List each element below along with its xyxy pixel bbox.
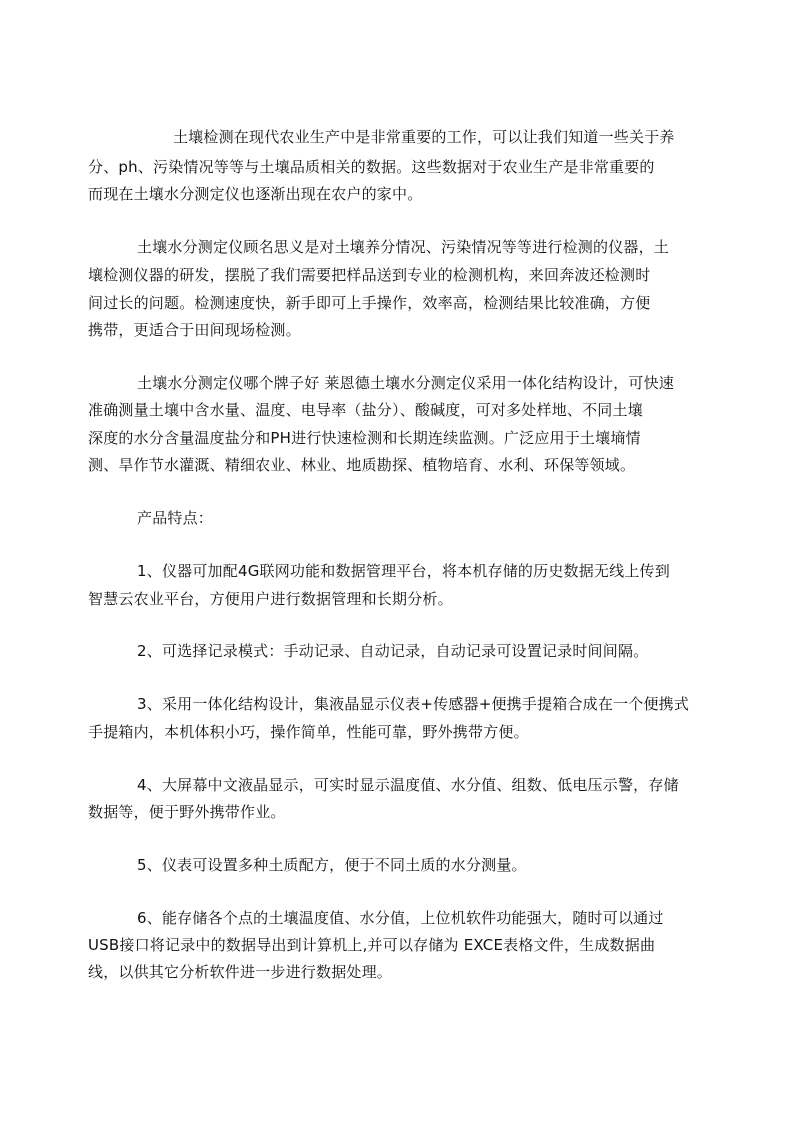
- paragraph-2-line-1: 土壤水分测定仪顾名思义是对土壤养分情况、污染情况等等进行检测的仪器，土: [137, 238, 670, 256]
- feature-6-line-3: 线，以供其它分析软件进一步进行数据处理。: [88, 963, 393, 981]
- paragraph-3-line-4: 测、旱作节水灌溉、精细农业、林业、地质勘探、植物培育、水利、环保等领域。: [88, 456, 636, 474]
- paragraph-2-line-2: 壤检测仪器的研发，摆脱了我们需要把样品送到专业的检测机构，来回奔波还检测时: [88, 266, 651, 284]
- paragraph-2-line-3: 间过长的问题。检测速度快，新手即可上手操作，效率高，检测结果比较准确，方便: [88, 294, 651, 312]
- paragraph-3-line-3: 深度的水分含量温度盐分和PH进行快速检测和长期连续监测。广泛应用于土壤墒情: [88, 429, 641, 447]
- feature-4-line-1: 4、大屏幕中文液晶显示，可实时显示温度值、水分值、组数、低电压示警，存储: [137, 776, 679, 794]
- feature-3-line-2: 手提箱内，本机体积小巧，操作简单，性能可靠，野外携带方便。: [88, 723, 529, 741]
- feature-5-line-1: 5、仪表可设置多种土质配方，便于不同土质的水分测量。: [137, 856, 527, 874]
- features-heading: 产品特点：: [137, 509, 214, 527]
- paragraph-3-line-2: 准确测量土壤中含水量、温度、电导率（盐分）、酸碱度，可对多处样地、不同土壤: [88, 401, 643, 419]
- feature-4-line-2: 数据等，便于野外携带作业。: [88, 803, 286, 821]
- paragraph-1-line-1: 土壤检测在现代农业生产中是非常重要的工作，可以让我们知道一些关于养: [173, 128, 675, 146]
- paragraph-1-line-2: 分、ph、污染情况等等与土壤品质相关的数据。这些数据对于农业生产是非常重要的: [88, 158, 655, 176]
- feature-6-line-1: 6、能存储各个点的土壤温度值、水分值，上位机软件功能强大，随时可以通过: [137, 909, 664, 927]
- feature-3-line-1: 3、采用一体化结构设计，集液晶显示仪表+传感器+便携手提箱合成在一个便携式: [137, 695, 690, 713]
- paragraph-3-line-1: 土壤水分测定仪哪个牌子好 莱恩德土壤水分测定仪采用一体化结构设计，可快速: [137, 374, 674, 392]
- feature-6-line-2: USB接口将记录中的数据导出到计算机上,并可以存储为 EXCE表格文件，生成数据曲: [88, 936, 656, 954]
- paragraph-2-line-4: 携带，更适合于田间现场检测。: [88, 321, 301, 339]
- feature-2-line-1: 2、可选择记录模式：手动记录、自动记录，自动记录可设置记录时间间隔。: [137, 642, 649, 660]
- feature-1-line-1: 1、仪器可加配4G联网功能和数据管理平台，将本机存储的历史数据无线上传到: [137, 562, 670, 580]
- paragraph-1-line-3: 而现在土壤水分测定仪也逐渐出现在农户的家中。: [88, 185, 423, 203]
- feature-1-line-2: 智慧云农业平台，方便用户进行数据管理和长期分析。: [88, 590, 453, 608]
